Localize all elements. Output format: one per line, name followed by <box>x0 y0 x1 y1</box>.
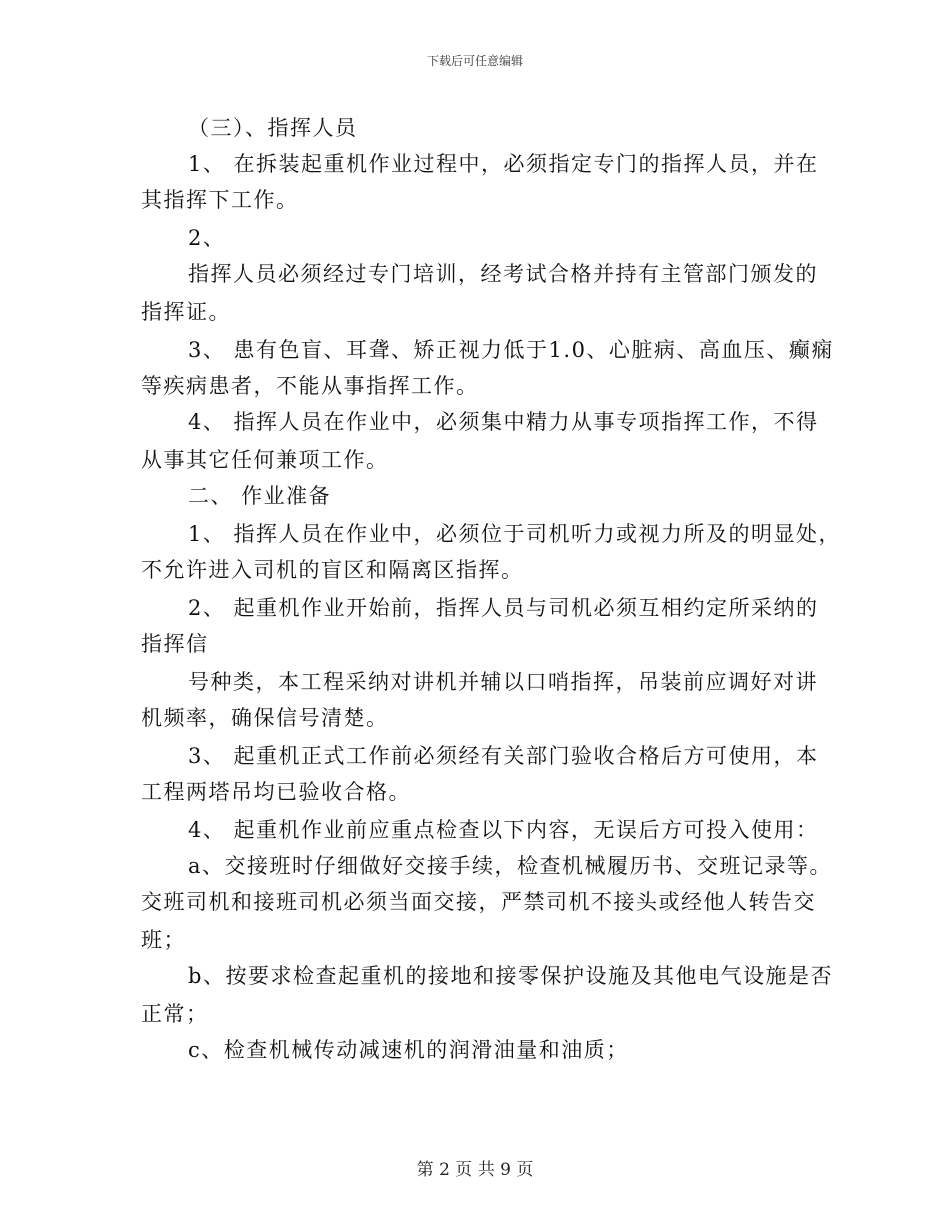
paragraph-line: b、按要求检查起重机的接地和接零保护设施及其他电气设施是否 <box>188 964 833 988</box>
paragraph-line: 机频率，确保信号清楚。 <box>141 706 389 730</box>
paragraph-line: 2、 起重机作业开始前，指挥人员与司机必须互相约定所采纳的 <box>188 596 819 620</box>
paragraph-line: 指挥信 <box>141 632 209 656</box>
paragraph-line: 等疾病患者，不能从事指挥工作。 <box>141 374 479 398</box>
paragraph-line: 3、 起重机正式工作前必须经有关部门验收合格后方可使用，本 <box>188 744 819 768</box>
paragraph-line: 指挥人员必须经过专门培训，经考试合格并持有主管部门颁发的 <box>188 262 818 286</box>
paragraph-line: 号种类，本工程采纳对讲机并辅以口哨指挥，吊装前应调好对讲 <box>188 670 818 694</box>
paragraph-line: 工程两塔吊均已验收合格。 <box>141 780 411 804</box>
page-footer: 第 2 页 共 9 页 <box>416 1160 534 1180</box>
paragraph-line: 指挥证。 <box>141 300 231 324</box>
paragraph-line: 4、 指挥人员在作业中，必须集中精力从事专项指挥工作，不得 <box>188 410 819 434</box>
paragraph-line: 2、 <box>188 226 226 250</box>
section-heading-commanders: （三）、指挥人员 <box>188 116 358 140</box>
paragraph-line: 3、 患有色盲、耳聋、矫正视力低于1.0、心脏病、高血压、癫痫 <box>188 338 834 362</box>
section-heading-preparation: 二、 作业准备 <box>188 484 332 508</box>
paragraph-line: 4、 起重机作业前应重点检查以下内容，无误后方可投入使用： <box>188 818 819 842</box>
paragraph-line: 其指挥下工作。 <box>141 188 299 212</box>
paragraph-line: 不允许进入司机的盲区和隔离区指挥。 <box>141 558 524 582</box>
paragraph-line: 1、 指挥人员在作业中，必须位于司机听力或视力所及的明显处， <box>188 522 842 546</box>
paragraph-line: c、检查机械传动减速机的润滑油量和油质； <box>188 1038 629 1062</box>
paragraph-line: 正常； <box>141 1002 209 1026</box>
paragraph-line: 交班司机和接班司机必须当面交接，严禁司机不接头或经他人转告交 <box>141 890 816 914</box>
paragraph-line: 从事其它任何兼项工作。 <box>141 448 389 472</box>
paragraph-line: a、交接班时仔细做好交接手续，检查机械履历书、交班记录等。 <box>188 854 833 878</box>
paragraph-line: 班； <box>141 928 186 952</box>
paragraph-line: 1、 在拆装起重机作业过程中，必须指定专门的指挥人员，并在 <box>188 152 819 176</box>
page-header: 下载后可任意编辑 <box>426 54 523 68</box>
